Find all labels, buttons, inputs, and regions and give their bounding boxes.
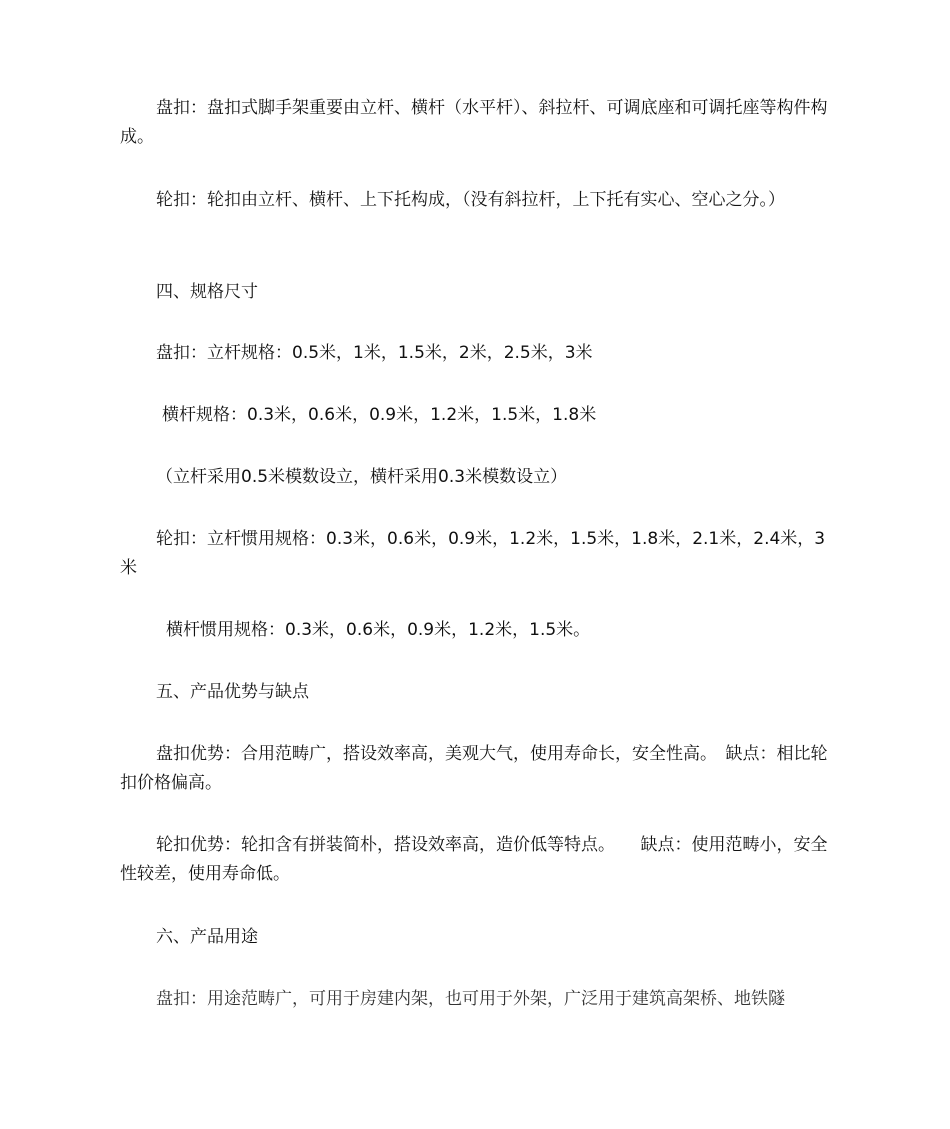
paragraph-lunkou-upright-specs: 轮扣：立杆惯用规格：0.3米，0.6米，0.9米，1.2米，1.5米，1.8米，2.1米，2.4米，3米: [120, 529, 826, 578]
paragraph-lunkou-components: 轮扣：轮扣由立杆、横杆、上下托构成，（没有斜拉杆，上下托有实心、空心之分。）: [156, 190, 785, 210]
paragraph-pankou-upright-specs: 盘扣：立杆规格：0.5米，1米，1.5米，2米，2.5米，3米: [156, 343, 593, 363]
paragraph-lunkou-crossbar-specs: 横杆惯用规格：0.3米，0.6米，0.9米，1.2米，1.5米。: [166, 620, 591, 640]
paragraph-pankou-components: 盘扣：盘扣式脚手架重要由立杆、横杆（水平杆）、斜拉杆、可调底座和可调托座等构件构成。: [120, 98, 828, 147]
paragraph-pankou-advantages: 盘扣优势：合用范畴广，搭设效率高，美观大气，使用寿命长，安全性高。 缺点：相比轮扣价格偏高。: [120, 744, 828, 793]
paragraph-modulus-note: （立杆采用0.5米模数设立，横杆采用0.3米模数设立）: [156, 467, 568, 487]
heading-advantages-disadvantages: 五、产品优势与缺点: [156, 682, 309, 702]
heading-specifications: 四、规格尺寸: [156, 282, 258, 302]
heading-product-uses: 六、产品用途: [156, 927, 258, 947]
paragraph-pankou-crossbar-specs: 横杆规格：0.3米，0.6米，0.9米，1.2米，1.5米，1.8米: [162, 405, 597, 425]
paragraph-lunkou-advantages: 轮扣优势：轮扣含有拼装简朴，搭设效率高，造价低等特点。 缺点：使用范畴小，安全性较差，使用寿命低。: [120, 835, 828, 884]
paragraph-pankou-uses: 盘扣：用途范畴广，可用于房建内架，也可用于外架，广泛用于建筑高架桥、地铁隧: [156, 989, 785, 1009]
